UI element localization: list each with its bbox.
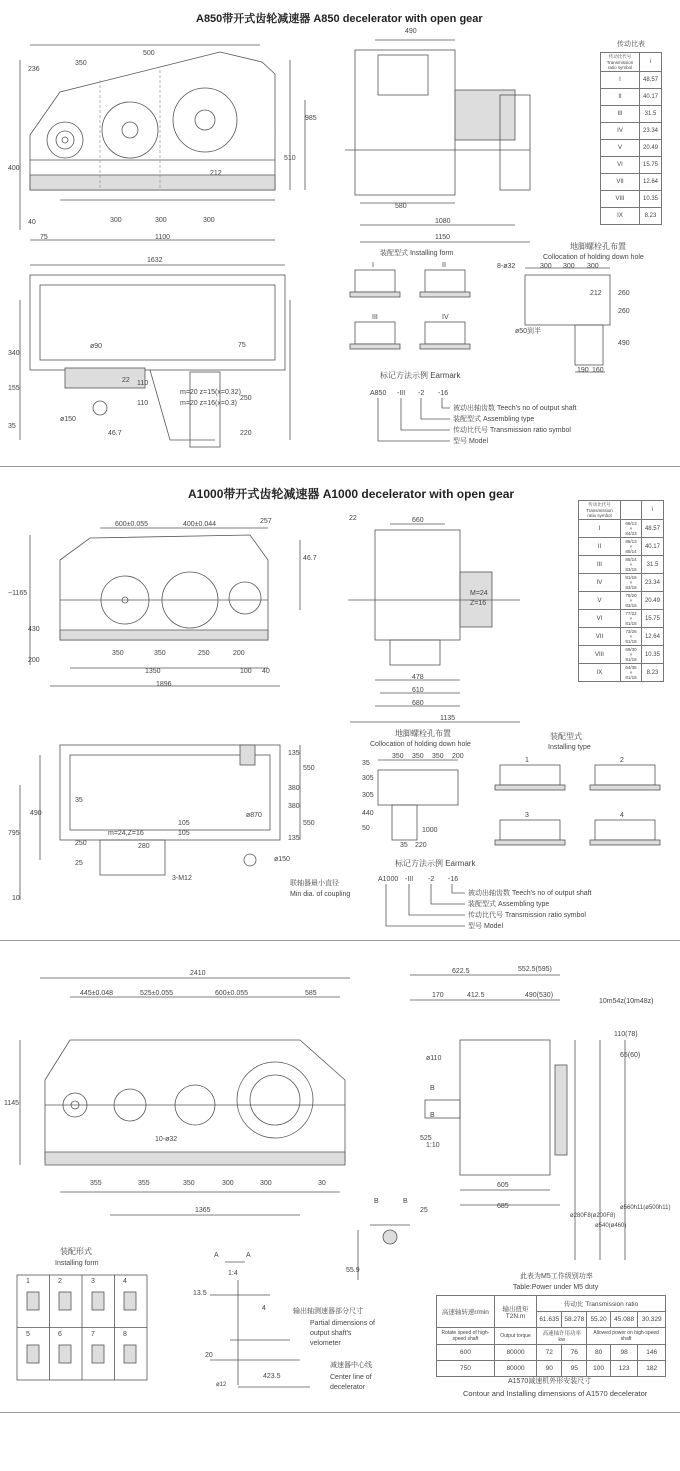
earmark-code: -16 — [448, 876, 459, 883]
install-mark: I — [372, 262, 374, 269]
a1000-plan-dim: 250 — [75, 840, 87, 847]
section-label: B — [374, 1198, 379, 1205]
hole-dim: 220 — [415, 842, 427, 849]
a1570-side-dim: 110(78) — [614, 1031, 638, 1038]
earmark-desc: 传动比代号 Transmission ratio symbol — [453, 427, 571, 434]
caption-en: Contour and Installing dimensions of A1570 decelerator — [463, 1389, 648, 1398]
ratio-col-header: 传动比代号 Transmission ratio symbol — [601, 53, 640, 72]
a1570-dim: 445±0.048 — [80, 990, 114, 997]
section-divider — [0, 1412, 680, 1413]
earmark-desc: 被动出轴齿数 Teech's no of output shaft — [453, 405, 577, 412]
a1000-dim: 200 — [28, 657, 40, 664]
a1000-plan-dim: 35 — [75, 797, 83, 804]
table-row: III 31.5 — [601, 106, 662, 123]
a1570-side-dim: ø540(ø460) — [595, 1223, 627, 1229]
duty-table: 高速轴转速r/min 输出扭矩 T2N.m 传动比 Transmission ratio 61.635 58.278 55.20 45.088 30.329 Rotate speed of high-speed shaft Output torque 高速轴许用功率kw Allowed power on high-speed shaft 600 80000 72 76 80 98 146 750 80000 90 95 100 123 182 — [436, 1295, 666, 1377]
a1570-dim: 585 — [305, 990, 317, 997]
earmark-desc: 被动出轴齿数 Teech's no of output shaft — [468, 890, 592, 897]
a1570-side-dim: 1:10 — [426, 1142, 440, 1149]
a1000-dim: 257 — [260, 518, 272, 525]
earmark-code: -III — [397, 390, 406, 397]
aa-dim: 13.5 — [193, 1290, 207, 1297]
a850-dim: 236 — [28, 66, 40, 73]
hole-dim: 1000 — [422, 827, 438, 834]
table-row: 750 80000 90 95 100 123 182 — [437, 1361, 666, 1377]
a850-dim: 400 — [8, 165, 20, 172]
a850-side-dim: 490 — [405, 28, 417, 35]
a1000-installing-label: 装配型式 — [550, 732, 582, 741]
a1570-dim: 30 — [318, 1180, 326, 1187]
earmark-code: -2 — [428, 876, 435, 883]
install-mark: 3 — [525, 812, 529, 819]
a1570-side-dim: 65(60) — [620, 1052, 641, 1059]
table-row: I 48.57 — [601, 72, 662, 89]
a1570-side-dim: ø110 — [426, 1055, 442, 1062]
a1000-dim: 350 — [154, 650, 166, 657]
earmark-desc: 装配型式 Assembling type — [453, 416, 535, 423]
a850-installing-label: 装配型式 Installing form — [380, 250, 454, 257]
velometer-en: Partial dimensions of — [310, 1320, 375, 1327]
aa-dim: 1:4 — [228, 1270, 238, 1277]
install-mark: 2 — [58, 1278, 62, 1285]
table-row: V 79/20 × 83/16 20.49 — [579, 592, 664, 610]
install-mark: 8 — [123, 1331, 127, 1338]
a850-plan-dim: ø90 — [90, 343, 103, 350]
a1000-plan-dim: 550 — [303, 765, 315, 772]
hole-dim: 350 — [392, 753, 404, 760]
aa-label: A — [214, 1252, 219, 1259]
a850-holedown-en: Collocation of holding down hole — [543, 254, 644, 261]
a1570-dim: 600±0.055 — [215, 990, 249, 997]
hole-dim: 305 — [362, 792, 374, 799]
hole-dim: 190 — [577, 367, 589, 374]
velometer-en: velometer — [310, 1340, 341, 1347]
a1000-plan-dim: 25 — [75, 860, 83, 867]
center-cn: 减速器中心线 — [330, 1362, 372, 1369]
a1000-dim: 430 — [28, 626, 40, 633]
a1000-plan-dim: 380 — [288, 785, 300, 792]
a1000-installing-en: Installing type — [548, 744, 591, 751]
hole-dim: 200 — [452, 753, 464, 760]
hole-dim: 35 — [400, 842, 408, 849]
a850-dim: 40 — [28, 219, 36, 226]
table-row: II 40.17 — [601, 89, 662, 106]
a1570-dim: 1145 — [4, 1100, 20, 1107]
a1000-dim: 350 — [112, 650, 124, 657]
a850-dim: 75 — [40, 234, 48, 241]
a1000-plan-dim: 795 — [8, 830, 20, 837]
earmark-code: A1000 — [378, 876, 399, 883]
hole-dim: 490 — [618, 340, 630, 347]
a1000-plan-dim: 105 — [178, 830, 190, 837]
a1000-side-dim: Z=16 — [470, 600, 487, 607]
a1000-side-dim: 660 — [412, 517, 424, 524]
a850-plan-dim: 155 — [8, 385, 20, 392]
a850-dim: 1100 — [155, 234, 171, 241]
a1570-dim: 355 — [138, 1180, 150, 1187]
hole-dim: 300 — [540, 263, 552, 270]
hole-dim: 212 — [590, 290, 602, 297]
hole-dim: 160 — [592, 367, 604, 374]
install-mark: 6 — [58, 1331, 62, 1338]
a1000-dim: 600±0.055 — [115, 521, 149, 528]
a1570-side-dim: 605 — [497, 1182, 509, 1189]
a850-plan-dim: 75 — [238, 342, 246, 349]
table-row: IX 8.23 — [601, 208, 662, 225]
a850-plan-dim: 1632 — [147, 257, 163, 264]
a1000-plan-dim: 490 — [30, 810, 42, 817]
a850-dim: 510 — [284, 155, 296, 162]
table-row: I 69/13 × 84/23 48.57 — [579, 520, 664, 538]
a1000-dim: 1896 — [156, 681, 172, 688]
duty-col-speed: 高速轴转速r/min — [437, 1296, 495, 1328]
aa-dim: 20 — [205, 1352, 213, 1359]
hole-dim: ø50到半 — [515, 328, 542, 335]
install-mark: 7 — [91, 1331, 95, 1338]
a850-dim: 350 — [75, 60, 87, 67]
a1570-dim: 300 — [260, 1180, 272, 1187]
ratio-col-header: 传动比代号 Transmission ratio symbol — [579, 501, 621, 520]
a1570-side-dim: 685 — [497, 1203, 509, 1210]
a850-earmark-label: 标记方法示例 Earmark — [380, 371, 461, 380]
a1000-dim: 200 — [233, 650, 245, 657]
hole-dim: 50 — [362, 825, 370, 832]
a1000-holedown-en: Collocation of holding down hole — [370, 741, 471, 748]
a1000-dim: 1350 — [145, 668, 161, 675]
a850-plan-dim: 35 — [8, 423, 16, 430]
earmark-desc: 传动比代号 Transmission ratio symbol — [468, 912, 586, 919]
table-row: VIII 69/30 × 81/18 10.35 — [579, 646, 664, 664]
a1000-dim: 100 — [240, 668, 252, 675]
table-row: V 20.49 — [601, 140, 662, 157]
earmark-desc: 型号 Model — [468, 923, 504, 930]
duty-col-torque: 输出扭矩 T2N.m — [494, 1296, 536, 1328]
earmark-desc: 装配型式 Assembling type — [468, 901, 550, 908]
a850-plan-dim: ø150 — [60, 416, 76, 423]
coupling-note-cn: 联轴器最小直径 — [290, 880, 339, 887]
install-mark: IV — [442, 314, 449, 321]
velometer-cn: 输出轴测速器部分尺寸 — [293, 1308, 363, 1315]
a1570-side-dim: 170 — [432, 992, 444, 999]
a1000-earmark-label: 标记方法示例 Earmark — [395, 859, 476, 868]
table-row: III 85/14 × 83/16 31.5 — [579, 556, 664, 574]
a1000-plan-dim: 10 — [12, 895, 20, 902]
a850-dim: 212 — [210, 170, 222, 177]
a1000-plan-dim: 550 — [303, 820, 315, 827]
a1570-side-dim: 10m54z(10m48z) — [599, 998, 654, 1005]
a850-side-dim: 1080 — [435, 218, 451, 225]
a1570-dim: 300 — [222, 1180, 234, 1187]
install-mark: 4 — [123, 1278, 127, 1285]
a1000-dim: 250 — [198, 650, 210, 657]
a1000-dim: 40 — [262, 668, 270, 675]
a1570-installing-en: Installing form — [55, 1260, 99, 1267]
velometer-en: output shaft's — [310, 1330, 352, 1337]
a1000-gear-note: m=24,Z=16 — [108, 830, 144, 837]
a850-dim: 300 — [110, 217, 122, 224]
section-dim: 25 — [420, 1207, 428, 1214]
hole-dim: 300 — [587, 263, 599, 270]
earmark-desc: 型号 Model — [453, 438, 489, 445]
a1000-plan-dim: 135 — [288, 750, 300, 757]
a1570-side-dim: B — [430, 1112, 435, 1119]
table-row: IV 81/16 × 83/18 23.34 — [579, 574, 664, 592]
hole-dim: 300 — [563, 263, 575, 270]
hole-dim: 260 — [618, 308, 630, 315]
hole-dim: 350 — [432, 753, 444, 760]
table-row: VII 12.64 — [601, 174, 662, 191]
a850-side-dim: 580 — [395, 203, 407, 210]
a1000-dim: 46.7 — [303, 555, 317, 562]
a1000-plan-dim: 380 — [288, 803, 300, 810]
a850-plan-dim: 250 — [240, 395, 252, 402]
duty-title-en: Table:Power under M5 duty — [513, 1284, 599, 1291]
a850-plan-dim: 340 — [8, 350, 20, 357]
table-row: VI 77/22 × 81/18 15.75 — [579, 610, 664, 628]
a1000-dim: 22 — [349, 515, 357, 522]
a1570-side-dim: ø560h11(ø500h11) — [620, 1205, 671, 1211]
install-mark: II — [442, 262, 446, 269]
a850-dim: 500 — [143, 50, 155, 57]
a850-plan-dim: 46.7 — [108, 430, 122, 437]
install-mark: 3 — [91, 1278, 95, 1285]
ratio-table-title: 传动比表 — [617, 41, 645, 48]
a850-side-dim: 1150 — [435, 234, 451, 241]
a1570-side-dim: B — [430, 1085, 435, 1092]
a850-title: A850带开式齿轮减速器 A850 decelerator with open gear — [196, 13, 483, 25]
ratio-col-header: i — [641, 501, 663, 520]
a850-dim: 300 — [155, 217, 167, 224]
a1000-plan-dim: 3-M12 — [172, 875, 192, 882]
a1000-side-dim: 1135 — [440, 715, 456, 722]
aa-label: A — [246, 1252, 251, 1259]
earmark-code: -III — [405, 876, 414, 883]
hole-dim: 440 — [362, 810, 374, 817]
hole-dim: 35 — [362, 760, 370, 767]
section-dim: 55.9 — [346, 1267, 360, 1274]
a1570-dim: 525±0.055 — [140, 990, 174, 997]
caption-cn: A1570减速机外形安装尺寸 — [508, 1378, 592, 1385]
a1000-side-dim: M=24 — [470, 590, 488, 597]
a1000-side-dim: 610 — [412, 687, 424, 694]
earmark-code: -2 — [418, 390, 425, 397]
a1000-title: A1000带开式齿轮减速器 A1000 decelerator with open gear — [188, 487, 515, 501]
section-label: B — [403, 1198, 408, 1205]
a1570-side-dim: ø280F8(ø200F8) — [570, 1213, 616, 1219]
aa-dim: 423.5 — [263, 1373, 281, 1380]
install-mark: 2 — [620, 757, 624, 764]
a1570-side-dim: 525 — [420, 1135, 432, 1142]
table-row: IX 64/35 × 81/18 8.23 — [579, 664, 664, 682]
duty-ratio-head: 传动比 Transmission ratio — [537, 1296, 666, 1312]
table-row: VIII 10.35 — [601, 191, 662, 208]
a850-dim: 985 — [305, 115, 317, 122]
a1000-dim: ~1165 — [8, 590, 28, 597]
aa-dim: ø12 — [216, 1382, 227, 1388]
a850-gear-note: m=20 z=15(x=0.32) — [180, 389, 241, 396]
hole-dim: 8-ø32 — [497, 263, 516, 270]
a1000-dim: 400±0.044 — [183, 521, 217, 528]
center-en: Center line of — [330, 1374, 372, 1381]
a1570-side-dim: 412.5 — [467, 992, 485, 999]
a850-holedown-label: 地脚螺栓孔布置 — [570, 242, 626, 251]
duty-title-cn: 此表为M5工作级别功率 — [520, 1273, 593, 1280]
a1570-side-dim: 490(530) — [525, 992, 554, 999]
a850-dim: 300 — [203, 217, 215, 224]
install-mark: 5 — [26, 1331, 30, 1338]
a1000-plan-dim: 280 — [138, 843, 150, 850]
a1570-dim: 2410 — [190, 970, 206, 977]
install-mark: 4 — [620, 812, 624, 819]
table-row: VII 73/26 × 81/18 12.64 — [579, 628, 664, 646]
earmark-code: A850 — [370, 390, 387, 397]
a850-plan-dim: 22 — [122, 377, 130, 384]
coupling-note-en: Min dia. of coupling — [290, 891, 351, 898]
ratio-col-header: i — [639, 53, 661, 72]
center-en: decelerator — [330, 1384, 366, 1391]
hole-dim: 260 — [618, 290, 630, 297]
install-mark: III — [372, 314, 378, 321]
a1000-plan-dim: ø870 — [246, 812, 262, 819]
a1570-dim: 10-ø32 — [155, 1136, 178, 1143]
aa-dim: 4 — [262, 1305, 266, 1312]
a1570-side-dim: 622.5 — [452, 968, 470, 975]
table-row: IV 23.34 — [601, 123, 662, 140]
a1000-holedown-label: 地脚螺栓孔布置 — [395, 729, 451, 738]
a1570-dim: 355 — [90, 1180, 102, 1187]
a1570-installing-cn: 装配形式 — [60, 1247, 92, 1256]
hole-dim: 350 — [412, 753, 424, 760]
a850-plan-dim: 110 — [137, 400, 149, 407]
a1570-dim: 350 — [183, 1180, 195, 1187]
install-mark: 1 — [26, 1278, 30, 1285]
a1000-plan-dim: 135 — [288, 835, 300, 842]
a1570-dim: 1365 — [195, 1207, 211, 1214]
earmark-code: -16 — [438, 390, 449, 397]
table-row: II 86/13 × 85/14 40.17 — [579, 538, 664, 556]
a1570-side-dim: 552.5(595) — [518, 966, 552, 973]
hole-dim: 305 — [362, 775, 374, 782]
a1000-side-dim: 680 — [412, 700, 424, 707]
a850-plan-dim: 110 — [137, 380, 149, 387]
a850-plan-dim: 220 — [240, 430, 252, 437]
a1000-plan-dim: 105 — [178, 820, 190, 827]
table-row: VI 15.75 — [601, 157, 662, 174]
a850-gear-note: m=20 z=16(x=0.3) — [180, 400, 238, 407]
install-mark: 1 — [525, 757, 529, 764]
a1000-side-dim: 478 — [412, 674, 424, 681]
table-row: 600 80000 72 76 80 98 146 — [437, 1345, 666, 1361]
a1000-plan-dim: ø150 — [274, 856, 290, 863]
